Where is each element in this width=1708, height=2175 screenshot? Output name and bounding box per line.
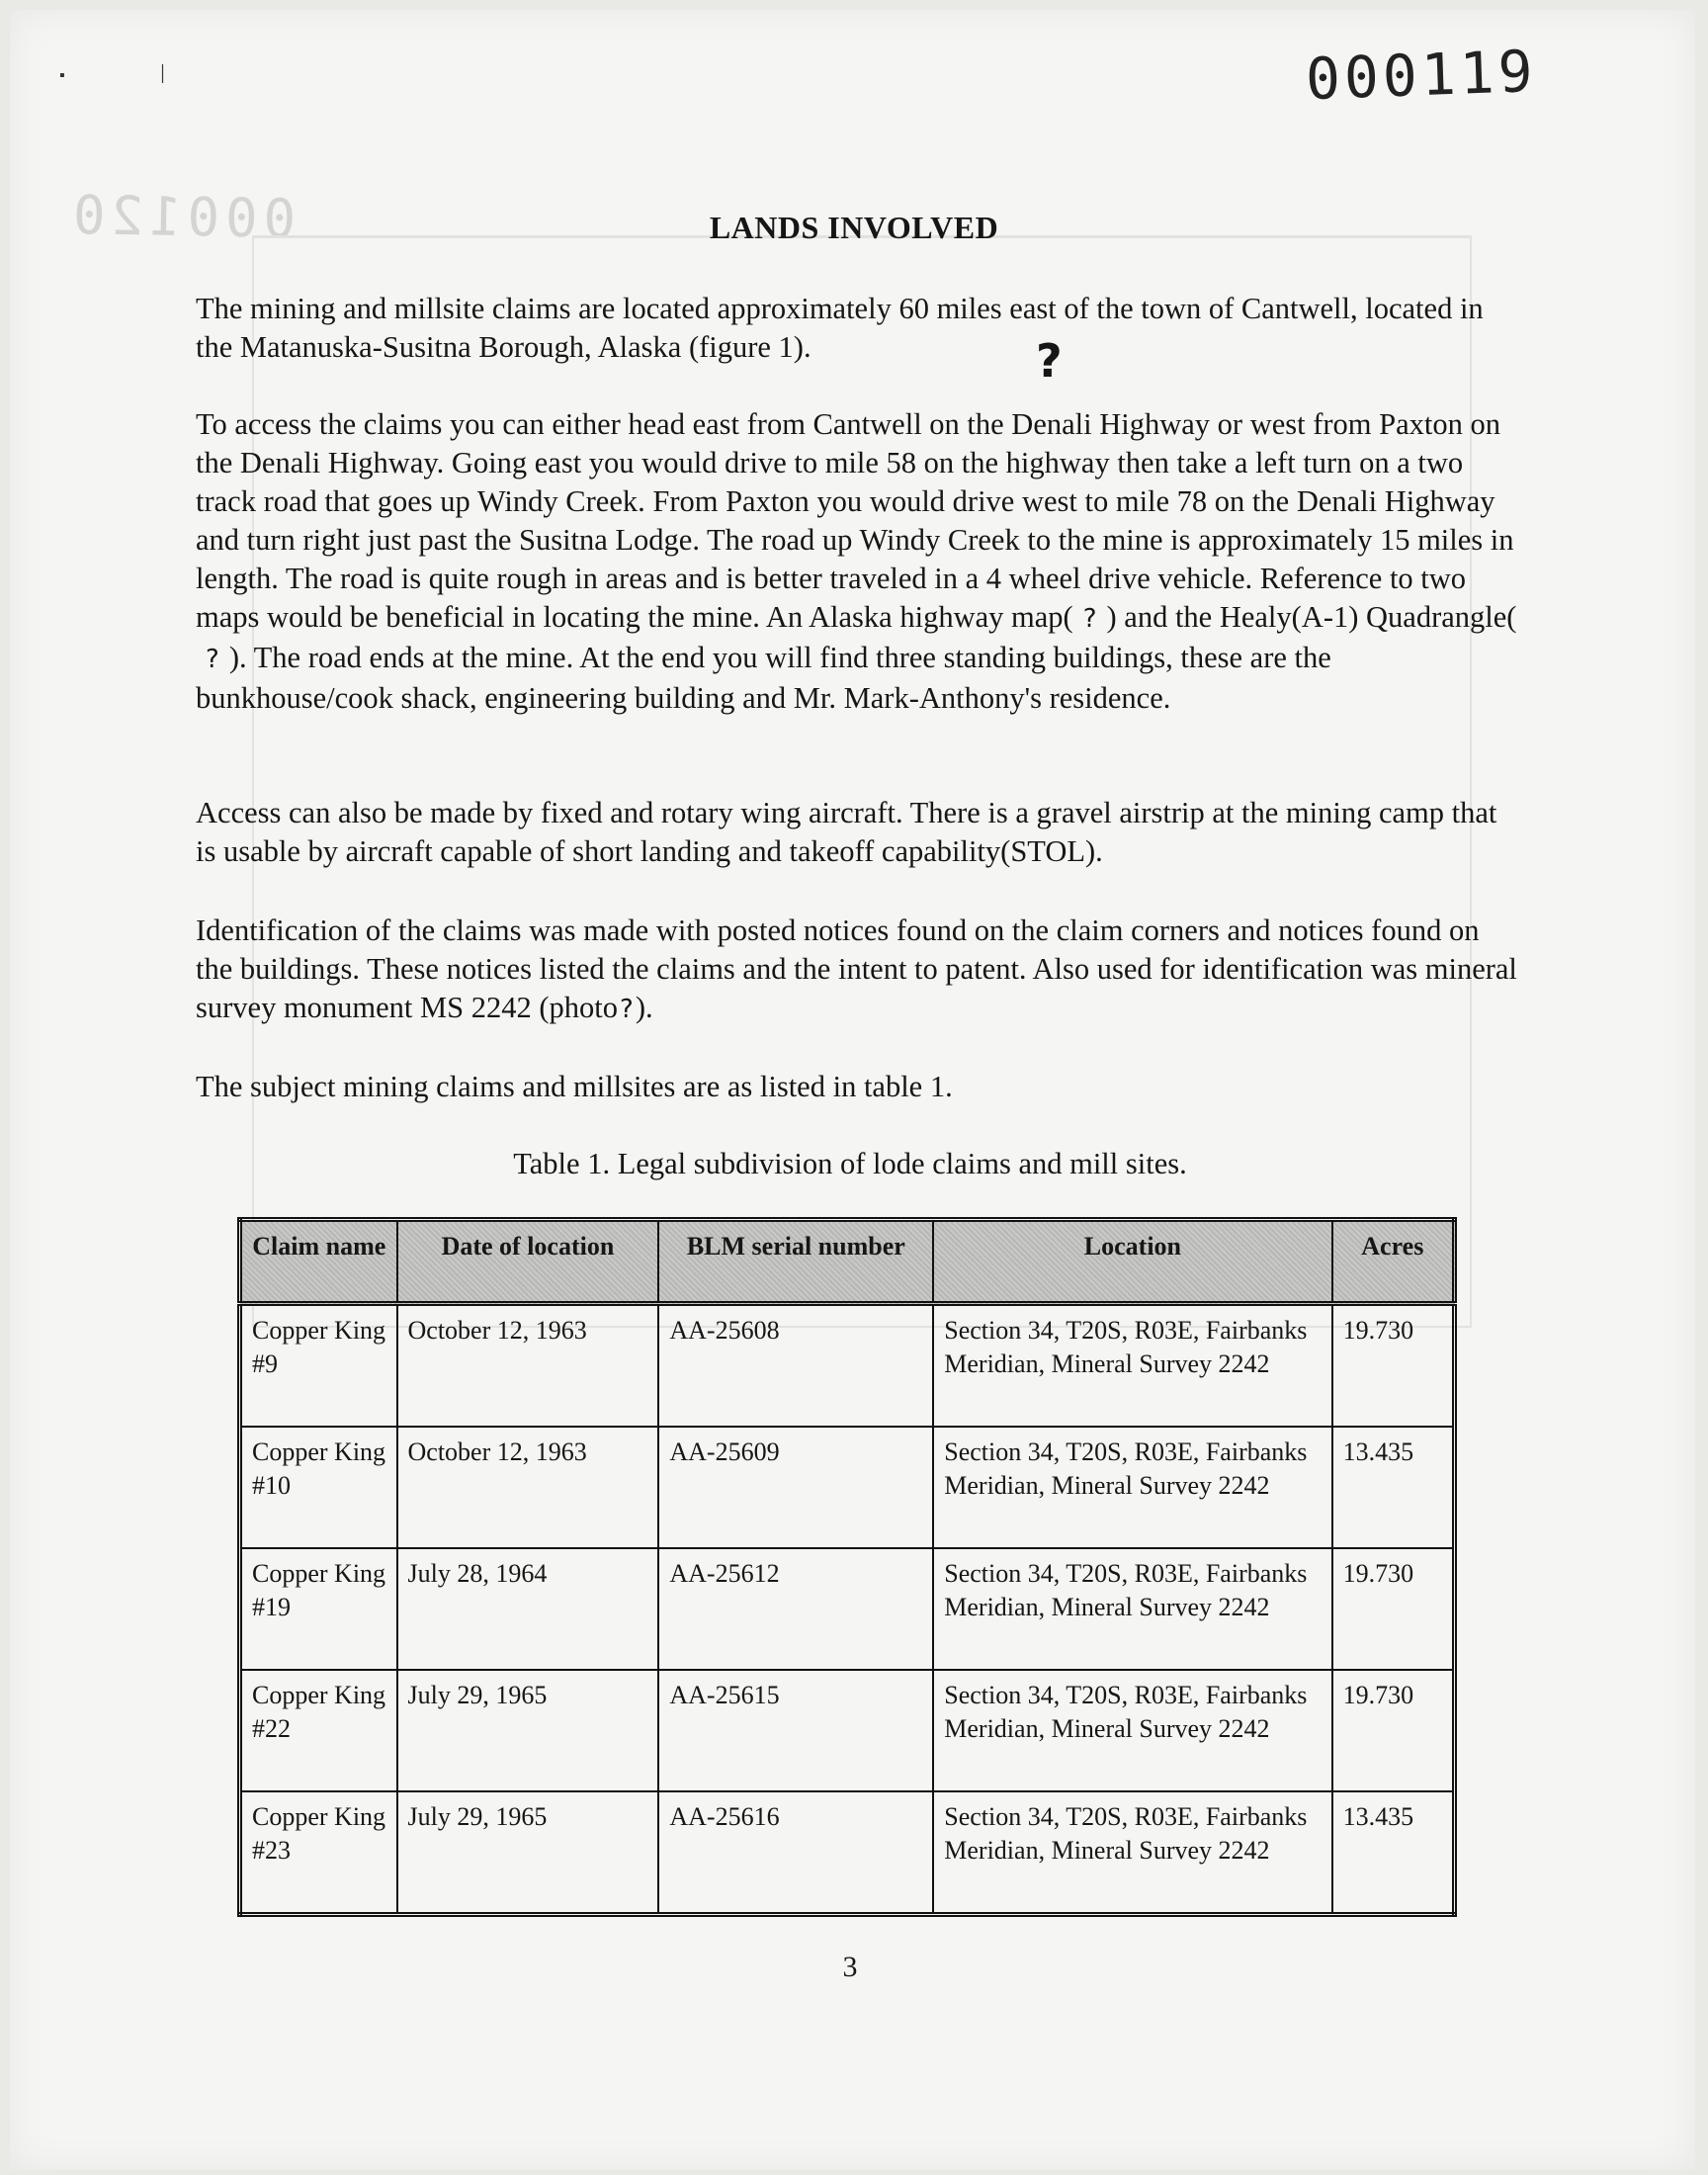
cell-date: October 12, 1963	[397, 1304, 659, 1428]
cell-claim-name: Copper King #23	[240, 1791, 397, 1915]
scan-speck: ▪	[59, 67, 65, 84]
paragraph-aircraft	[196, 794, 1520, 871]
table-row	[240, 1791, 1455, 1915]
column-header-acres: Acres	[1332, 1220, 1455, 1304]
paragraph-text: Access can also be made by fixed and rotary wing aircraft. There is a gravel airstrip at the mining camp that is usable by aircraft capable of short landing and takeoff capability(STOL).	[196, 796, 1497, 868]
cell-acres: 19.730	[1332, 1548, 1455, 1670]
table-row	[240, 1427, 1455, 1548]
claims-table	[237, 1217, 1457, 1917]
table-row	[240, 1548, 1455, 1670]
handwritten-question-mark: ?	[1082, 604, 1097, 634]
cell-date: October 12, 1963	[397, 1427, 659, 1548]
cell-claim-name: Copper King #22	[240, 1670, 397, 1791]
cell-location: Section 34, T20S, R03E, Fairbanks Meridian, Mineral Survey 2242	[933, 1427, 1331, 1548]
document-number-stamp: 000119	[1305, 37, 1539, 114]
cell-date: July 29, 1965	[397, 1670, 659, 1791]
column-header-claim-name: Claim name	[240, 1220, 397, 1304]
paragraph-text: The subject mining claims and millsites are as listed in table 1.	[196, 1070, 953, 1103]
column-header-blm-serial: BLM serial number	[658, 1220, 933, 1304]
paragraph-location	[196, 290, 1520, 367]
bleed-through-stamp: 000120	[66, 183, 297, 251]
paragraph-text: Identification of the claims was made with posted notices found on the claim corners and notices found on the buildings. These notices listed the claims and the intent to patent. Also used for identification was mineral survey monument MS 2242 (photo	[196, 914, 1517, 1024]
scan-speck: ׀	[158, 67, 168, 84]
paragraph-text: ) and the Healy(A-1) Quadrangle(	[1106, 600, 1517, 634]
paragraph-text: ).	[635, 991, 653, 1024]
cell-blm-serial: AA-25615	[658, 1670, 933, 1791]
cell-acres: 19.730	[1332, 1670, 1455, 1791]
column-header-date: Date of location	[397, 1220, 659, 1304]
column-header-location: Location	[933, 1220, 1331, 1304]
page-title: LANDS INVOLVED	[709, 210, 999, 245]
cell-location: Section 34, T20S, R03E, Fairbanks Meridian, Mineral Survey 2242	[933, 1791, 1331, 1915]
cell-blm-serial: AA-25609	[658, 1427, 933, 1548]
table-header-row	[240, 1220, 1455, 1304]
cell-acres: 13.435	[1332, 1791, 1455, 1915]
handwritten-question-mark: ?	[206, 645, 219, 674]
paragraph-text: To access the claims you can either head east from Cantwell on the Denali Highway or west from Paxton on the Denali Highway. Going east you would drive to mile 58 on the highway then take a left turn on a two track road that goes up Windy Creek. From Paxton you would drive west to mile 78 on the Denali Highway and turn right just past the Susitna Lodge. The road up Windy Creek to the mine is approximately 15 miles in length. The road is quite rough in areas and is better traveled in a 4 wheel drive vehicle. Reference to two maps would be beneficial in locating the mine. An Alaska highway map(	[196, 407, 1514, 634]
cell-claim-name: Copper King #9	[240, 1304, 397, 1428]
paragraph-identification	[196, 912, 1520, 1029]
handwritten-question-mark: ?	[1036, 334, 1063, 388]
paragraph-table-intro	[196, 1068, 1520, 1106]
cell-claim-name: Copper King #19	[240, 1548, 397, 1670]
cell-date: July 29, 1965	[397, 1791, 659, 1915]
paragraph-access	[196, 405, 1520, 718]
cell-blm-serial: AA-25616	[658, 1791, 933, 1915]
cell-location: Section 34, T20S, R03E, Fairbanks Meridian, Mineral Survey 2242	[933, 1548, 1331, 1670]
cell-date: July 28, 1964	[397, 1548, 659, 1670]
table-row	[240, 1670, 1455, 1791]
paragraph-text: The mining and millsite claims are located approximately 60 miles east of the town of Cantwell, located in the Matanuska-Susitna Borough, Alaska (figure 1).	[196, 292, 1484, 364]
handwritten-question-mark: ?	[620, 995, 634, 1024]
paragraph-text: ). The road ends at the mine. At the end you will find three standing buildings, these are the bunkhouse/cook shack, engineering building and Mr. Mark-Anthony's residence.	[196, 641, 1331, 715]
table-caption: Table 1. Legal subdivision of lode claims and mill sites.	[513, 1147, 1187, 1180]
table-row	[240, 1304, 1455, 1428]
cell-blm-serial: AA-25612	[658, 1548, 933, 1670]
page-number: 3	[842, 1951, 858, 1983]
cell-blm-serial: AA-25608	[658, 1304, 933, 1428]
cell-claim-name: Copper King #10	[240, 1427, 397, 1548]
cell-acres: 19.730	[1332, 1304, 1455, 1428]
cell-location: Section 34, T20S, R03E, Fairbanks Meridian, Mineral Survey 2242	[933, 1304, 1331, 1428]
cell-acres: 13.435	[1332, 1427, 1455, 1548]
cell-location: Section 34, T20S, R03E, Fairbanks Meridian, Mineral Survey 2242	[933, 1670, 1331, 1791]
